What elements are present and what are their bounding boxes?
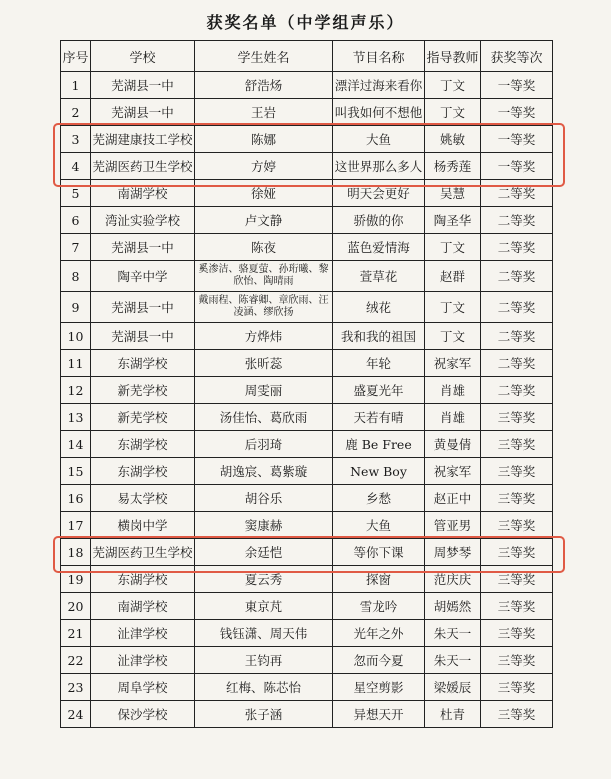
cell-school: 沚津学校 — [91, 620, 195, 647]
table-row — [61, 72, 553, 99]
cell-program: 骄傲的你 — [333, 207, 425, 234]
cell-teacher: 赵正中 — [425, 485, 481, 512]
cell-teacher: 杨秀莲 — [425, 153, 481, 180]
cell-teacher: 赵群 — [425, 261, 481, 292]
cell-school: 芜湖医药卫生学校 — [91, 539, 195, 566]
cell-program: 忽而今夏 — [333, 647, 425, 674]
cell-student: 汤佳怡、葛欣雨 — [195, 404, 333, 431]
cell-teacher: 黄曼倩 — [425, 431, 481, 458]
cell-teacher: 范庆庆 — [425, 566, 481, 593]
cell-index: 24 — [61, 701, 91, 728]
cell-teacher: 丁文 — [425, 99, 481, 126]
header-index: 序号 — [61, 41, 91, 72]
cell-award: 二等奖 — [481, 323, 553, 350]
cell-index: 6 — [61, 207, 91, 234]
cell-school: 周阜学校 — [91, 674, 195, 701]
cell-student: 陈夜 — [195, 234, 333, 261]
cell-teacher: 姚敏 — [425, 126, 481, 153]
cell-program: 星空剪影 — [333, 674, 425, 701]
cell-index: 17 — [61, 512, 91, 539]
cell-school: 芜湖县一中 — [91, 99, 195, 126]
cell-award: 二等奖 — [481, 350, 553, 377]
cell-student: 東京芃 — [195, 593, 333, 620]
cell-index: 5 — [61, 180, 91, 207]
cell-school: 湾沚实验学校 — [91, 207, 195, 234]
cell-award: 二等奖 — [481, 180, 553, 207]
cell-student: 方烨炜 — [195, 323, 333, 350]
cell-school: 芜湖县一中 — [91, 323, 195, 350]
cell-program: 天若有晴 — [333, 404, 425, 431]
cell-teacher: 胡嫣然 — [425, 593, 481, 620]
table-row — [61, 292, 553, 323]
cell-index: 15 — [61, 458, 91, 485]
cell-index: 11 — [61, 350, 91, 377]
cell-award: 一等奖 — [481, 153, 553, 180]
cell-student: 陈娜 — [195, 126, 333, 153]
cell-index: 4 — [61, 153, 91, 180]
cell-program: 鹿 Be Free — [333, 431, 425, 458]
cell-student: 张子涵 — [195, 701, 333, 728]
cell-program: 大鱼 — [333, 512, 425, 539]
cell-program: 乡愁 — [333, 485, 425, 512]
cell-teacher: 杜青 — [425, 701, 481, 728]
cell-award: 一等奖 — [481, 72, 553, 99]
cell-award: 三等奖 — [481, 512, 553, 539]
table-row — [61, 234, 553, 261]
cell-program: 盛夏光年 — [333, 377, 425, 404]
cell-award: 三等奖 — [481, 485, 553, 512]
cell-index: 2 — [61, 99, 91, 126]
cell-teacher: 丁文 — [425, 292, 481, 323]
cell-program: 漂洋过海来看你 — [333, 72, 425, 99]
cell-program: 萱草花 — [333, 261, 425, 292]
cell-student: 舒浩炀 — [195, 72, 333, 99]
header-row — [61, 41, 553, 72]
table-row — [61, 99, 553, 126]
table-row — [61, 431, 553, 458]
cell-teacher: 朱天一 — [425, 620, 481, 647]
cell-award: 三等奖 — [481, 431, 553, 458]
cell-index: 10 — [61, 323, 91, 350]
cell-program: 大鱼 — [333, 126, 425, 153]
cell-award: 三等奖 — [481, 539, 553, 566]
cell-teacher: 肖雄 — [425, 377, 481, 404]
cell-student: 胡逸宸、葛紫璇 — [195, 458, 333, 485]
table-row — [61, 620, 553, 647]
cell-student: 戴雨程、陈睿卿、章欣雨、汪凌涵、缪欣扬 — [195, 292, 333, 323]
cell-program: 雪龙吟 — [333, 593, 425, 620]
cell-student: 红梅、陈芯怡 — [195, 674, 333, 701]
cell-index: 8 — [61, 261, 91, 292]
cell-index: 18 — [61, 539, 91, 566]
cell-student: 徐娅 — [195, 180, 333, 207]
cell-index: 14 — [61, 431, 91, 458]
table-row — [61, 207, 553, 234]
cell-index: 20 — [61, 593, 91, 620]
table-row — [61, 180, 553, 207]
header-school: 学校 — [91, 41, 195, 72]
cell-award: 二等奖 — [481, 292, 553, 323]
cell-school: 易太学校 — [91, 485, 195, 512]
cell-program: 这世界那么多人 — [333, 153, 425, 180]
cell-index: 19 — [61, 566, 91, 593]
cell-teacher: 周梦琴 — [425, 539, 481, 566]
cell-teacher: 吴慧 — [425, 180, 481, 207]
table-row — [61, 701, 553, 728]
cell-award: 二等奖 — [481, 207, 553, 234]
table-row — [61, 593, 553, 620]
table-row — [61, 674, 553, 701]
header-program: 节目名称 — [333, 41, 425, 72]
cell-index: 7 — [61, 234, 91, 261]
cell-student: 胡谷乐 — [195, 485, 333, 512]
cell-student: 夏云秀 — [195, 566, 333, 593]
cell-school: 东湖学校 — [91, 458, 195, 485]
cell-school: 新芜学校 — [91, 377, 195, 404]
cell-teacher: 朱天一 — [425, 647, 481, 674]
cell-program: 叫我如何不想他 — [333, 99, 425, 126]
cell-award: 三等奖 — [481, 593, 553, 620]
cell-school: 新芜学校 — [91, 404, 195, 431]
header-student: 学生姓名 — [195, 41, 333, 72]
cell-index: 9 — [61, 292, 91, 323]
cell-school: 东湖学校 — [91, 350, 195, 377]
cell-program: New Boy — [333, 458, 425, 485]
table-row — [61, 350, 553, 377]
cell-index: 12 — [61, 377, 91, 404]
cell-award: 二等奖 — [481, 234, 553, 261]
cell-school: 东湖学校 — [91, 431, 195, 458]
cell-school: 沚津学校 — [91, 647, 195, 674]
cell-teacher: 丁文 — [425, 323, 481, 350]
cell-student: 余廷恺 — [195, 539, 333, 566]
cell-student: 王岩 — [195, 99, 333, 126]
header-award: 获奖等次 — [481, 41, 553, 72]
cell-award: 三等奖 — [481, 566, 553, 593]
cell-student: 王钧再 — [195, 647, 333, 674]
cell-award: 二等奖 — [481, 261, 553, 292]
cell-school: 芜湖建康技工学校 — [91, 126, 195, 153]
cell-program: 明天会更好 — [333, 180, 425, 207]
document-title: 获奖名单（中学组声乐） — [206, 13, 405, 32]
cell-index: 22 — [61, 647, 91, 674]
cell-teacher: 丁文 — [425, 72, 481, 99]
cell-teacher: 祝家军 — [425, 458, 481, 485]
cell-program: 蓝色爱情海 — [333, 234, 425, 261]
cell-school: 芜湖县一中 — [91, 292, 195, 323]
cell-index: 3 — [61, 126, 91, 153]
cell-teacher: 梁媛辰 — [425, 674, 481, 701]
cell-award: 三等奖 — [481, 404, 553, 431]
table-row — [61, 126, 553, 153]
cell-index: 13 — [61, 404, 91, 431]
cell-school: 南湖学校 — [91, 180, 195, 207]
header-teacher: 指导教师 — [425, 41, 481, 72]
cell-program: 等你下课 — [333, 539, 425, 566]
table-row — [61, 404, 553, 431]
cell-award: 一等奖 — [481, 99, 553, 126]
cell-program: 我和我的祖国 — [333, 323, 425, 350]
cell-program: 异想天开 — [333, 701, 425, 728]
table-row — [61, 458, 553, 485]
cell-teacher: 管亚男 — [425, 512, 481, 539]
cell-index: 23 — [61, 674, 91, 701]
cell-school: 芜湖县一中 — [91, 72, 195, 99]
table-row — [61, 647, 553, 674]
table-row — [61, 566, 553, 593]
cell-teacher: 丁文 — [425, 234, 481, 261]
cell-program: 年轮 — [333, 350, 425, 377]
table-row — [61, 153, 553, 180]
awards-table — [60, 40, 553, 728]
cell-student: 窦康赫 — [195, 512, 333, 539]
cell-school: 东湖学校 — [91, 566, 195, 593]
cell-teacher: 祝家军 — [425, 350, 481, 377]
cell-award: 一等奖 — [481, 126, 553, 153]
cell-school: 芜湖医药卫生学校 — [91, 153, 195, 180]
cell-award: 三等奖 — [481, 674, 553, 701]
cell-student: 张昕蕊 — [195, 350, 333, 377]
cell-index: 21 — [61, 620, 91, 647]
cell-index: 16 — [61, 485, 91, 512]
cell-student: 周雯丽 — [195, 377, 333, 404]
cell-student: 方婷 — [195, 153, 333, 180]
cell-school: 陶辛中学 — [91, 261, 195, 292]
cell-school: 南湖学校 — [91, 593, 195, 620]
table-row — [61, 323, 553, 350]
table-row — [61, 539, 553, 566]
cell-award: 三等奖 — [481, 620, 553, 647]
cell-program: 光年之外 — [333, 620, 425, 647]
cell-teacher: 肖雄 — [425, 404, 481, 431]
cell-award: 三等奖 — [481, 701, 553, 728]
cell-student: 后羽琦 — [195, 431, 333, 458]
table-row — [61, 377, 553, 404]
cell-student: 奚渗洁、骆夏萤、孙珩曦、黎欣怡、陶晴雨 — [195, 261, 333, 292]
cell-award: 三等奖 — [481, 647, 553, 674]
cell-program: 探窗 — [333, 566, 425, 593]
cell-school: 横岗中学 — [91, 512, 195, 539]
cell-teacher: 陶圣华 — [425, 207, 481, 234]
cell-student: 钱钰潇、周天伟 — [195, 620, 333, 647]
cell-award: 三等奖 — [481, 458, 553, 485]
cell-student: 卢文静 — [195, 207, 333, 234]
cell-award: 二等奖 — [481, 377, 553, 404]
cell-index: 1 — [61, 72, 91, 99]
table-row — [61, 261, 553, 292]
cell-school: 保沙学校 — [91, 701, 195, 728]
cell-program: 绒花 — [333, 292, 425, 323]
table-body — [61, 72, 553, 728]
table-row — [61, 485, 553, 512]
table-row — [61, 512, 553, 539]
cell-school: 芜湖县一中 — [91, 234, 195, 261]
